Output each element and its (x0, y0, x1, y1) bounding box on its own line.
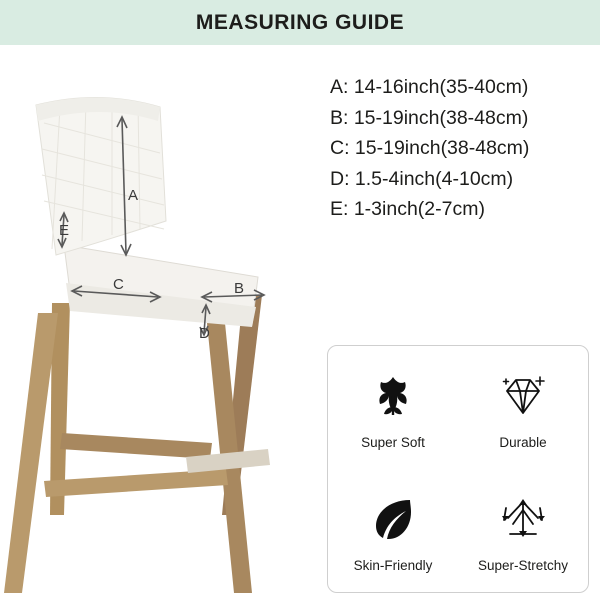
feature-super-soft (328, 346, 458, 469)
cotton-flower-icon (362, 365, 424, 427)
measurement-row-a: A: 14-16inch(35-40cm) (330, 76, 529, 98)
measurement-row-b: B: 15-19inch(38-48cm) (330, 106, 529, 129)
feature-super-stretchy (458, 469, 588, 592)
measurement-list (330, 72, 595, 225)
dimension-label-e: E (59, 222, 70, 239)
header-banner (0, 0, 600, 45)
measurement-row-c: C: 15-19inch(38-48cm) (330, 137, 530, 159)
feature-label: Super Soft (361, 435, 425, 450)
dimension-label-d: D (199, 325, 210, 342)
stool-seat (64, 245, 258, 327)
page-title: MEASURING GUIDE (195, 10, 405, 34)
stretch-arrows-icon (492, 488, 554, 550)
feature-label: Skin-Friendly (353, 558, 433, 573)
bar-stool-illustration (0, 45, 318, 600)
measurement-row-d: D: 1.5-4inch(4-10cm) (330, 167, 514, 190)
product-diagram (0, 45, 318, 600)
dimension-label-c: C (113, 276, 124, 293)
feature-skin-friendly (328, 469, 458, 592)
feature-durable (458, 346, 588, 469)
feature-label: Durable (499, 435, 547, 450)
leaf-icon (362, 488, 424, 550)
dimension-label-b: B (234, 280, 245, 297)
stool-legs (4, 295, 270, 593)
features-panel (327, 345, 589, 593)
diamond-icon (492, 365, 554, 427)
measurement-row-e: E: 1-3inch(2-7cm) (330, 198, 485, 220)
stool-backrest (36, 97, 166, 255)
dimension-label-a: A (128, 187, 139, 204)
feature-label: Super-Stretchy (477, 558, 569, 573)
